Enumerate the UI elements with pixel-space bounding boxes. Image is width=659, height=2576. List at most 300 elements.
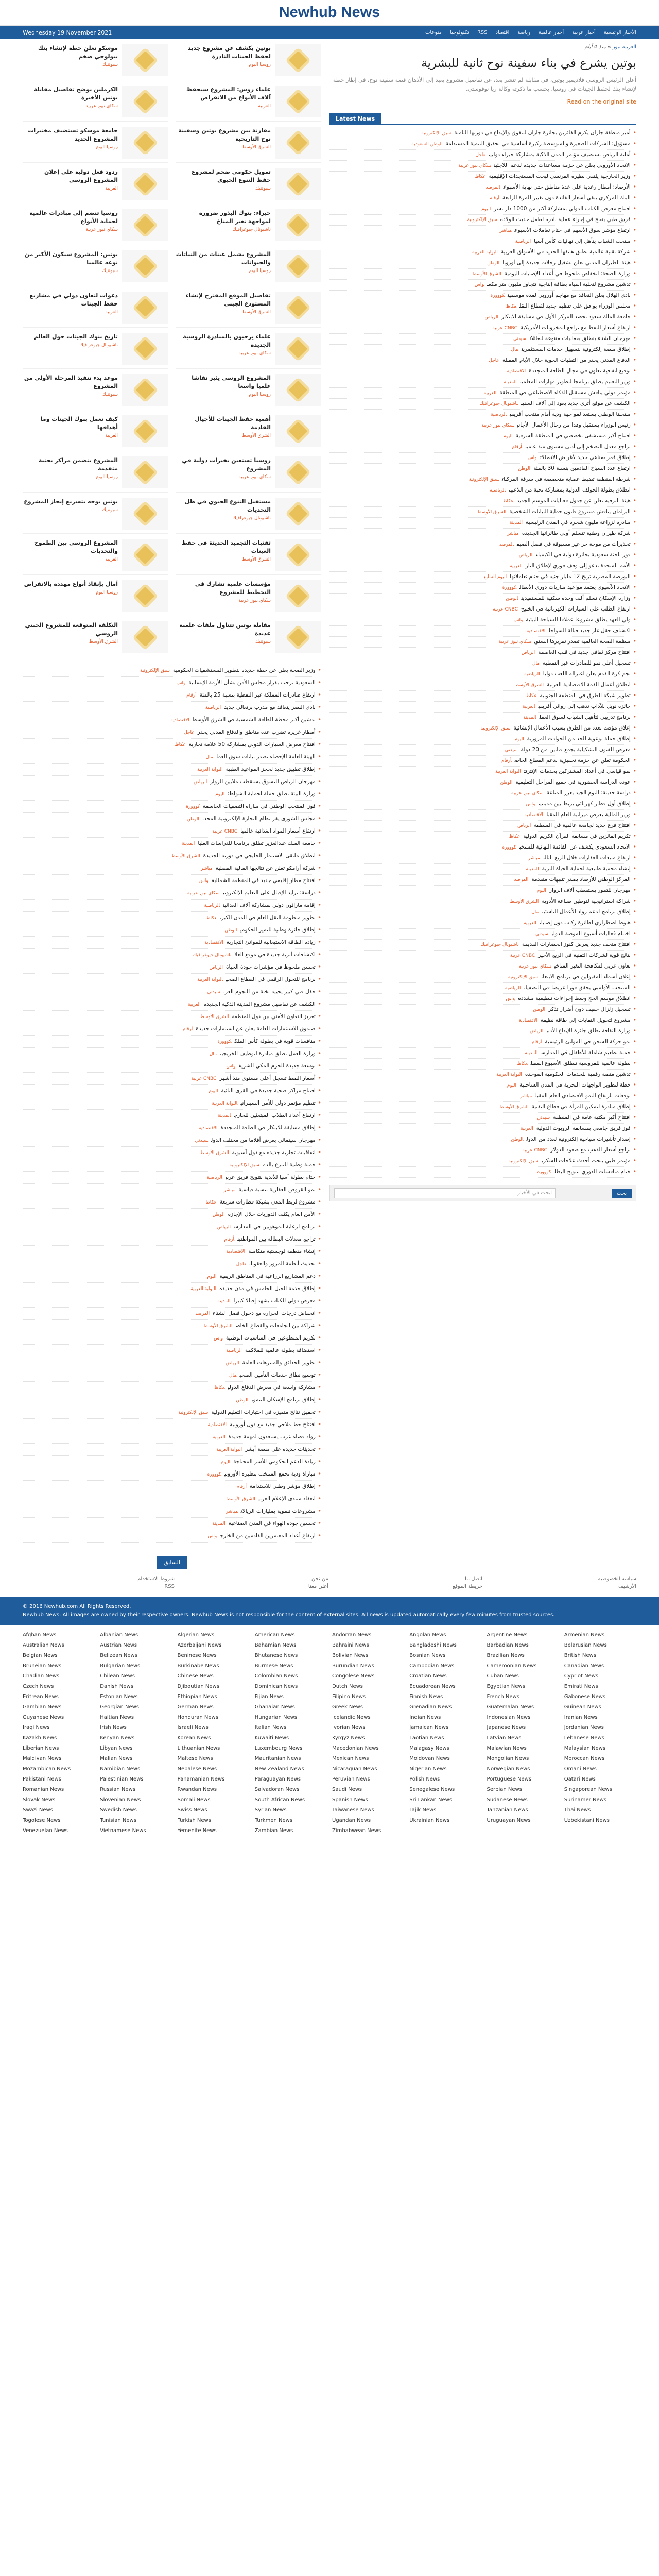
nav-link[interactable]: RSS bbox=[477, 29, 488, 36]
news-title[interactable]: الأمم المتحدة تدعو إلى وقف فوري لإطلاق النار bbox=[525, 563, 631, 569]
news-title[interactable]: الكشف عن تفاصيل مشروع المدينة الذكية الجديدة bbox=[203, 1001, 316, 1007]
country-link[interactable]: Malawian News bbox=[487, 1745, 527, 1751]
footer-link[interactable]: شروط الاستخدام bbox=[137, 1576, 175, 1582]
news-title[interactable]: إعلان أسماء المقبولين في برنامج الابتعاث bbox=[541, 974, 631, 980]
news-source[interactable]: اليوم bbox=[215, 792, 225, 797]
news-title[interactable]: توسعة جديدة للحرم المكي الشريف bbox=[238, 1063, 316, 1069]
news-title[interactable]: انعقاد منتدى الإعلام العربي bbox=[258, 1496, 316, 1502]
news-item[interactable] bbox=[330, 1059, 636, 1070]
news-item[interactable] bbox=[23, 1270, 321, 1283]
news-title[interactable]: مبادرة لزراعة مليون شجرة في المدن الرئيسية bbox=[526, 519, 631, 526]
news-source[interactable]: الرياضية bbox=[491, 412, 507, 417]
news-item[interactable] bbox=[330, 388, 636, 399]
card-source[interactable]: ناشيونال جيوغرافيك bbox=[232, 227, 271, 232]
card-source[interactable]: روسيا اليوم bbox=[249, 62, 271, 67]
news-title[interactable]: الهيئة العامة للإحصاء تصدر بيانات سوق العمل bbox=[216, 754, 316, 760]
news-item[interactable] bbox=[330, 431, 636, 442]
news-title[interactable]: تراجع معدلات البطالة بين المواطنين bbox=[237, 1236, 316, 1242]
news-item[interactable] bbox=[23, 1172, 321, 1184]
news-item[interactable] bbox=[330, 182, 636, 193]
country-link[interactable]: Laotian News bbox=[409, 1735, 444, 1741]
related-card[interactable] bbox=[23, 127, 168, 163]
news-source[interactable]: المرصد bbox=[485, 185, 500, 190]
news-title[interactable]: منتخب الشباب يتأهل إلى نهائيات كأس آسيا bbox=[534, 238, 631, 244]
news-item[interactable] bbox=[330, 972, 636, 983]
news-item[interactable] bbox=[330, 1005, 636, 1015]
news-source[interactable]: سيدتي bbox=[513, 336, 527, 342]
country-link[interactable]: German News bbox=[177, 1704, 214, 1710]
country-link[interactable]: Austrian News bbox=[100, 1642, 137, 1648]
news-item[interactable] bbox=[23, 1357, 321, 1369]
news-title[interactable]: نمو القروض العقارية بنسبة قياسية bbox=[238, 1187, 316, 1193]
news-title[interactable]: وزارة الإسكان تسلم ألف وحدة سكنية للمستفيدين bbox=[521, 595, 631, 601]
footer-link[interactable]: اتصل بنا bbox=[465, 1576, 482, 1582]
news-item[interactable] bbox=[330, 1037, 636, 1048]
card-source[interactable]: سكاي نيوز عربية bbox=[238, 351, 271, 356]
article-thumbnail[interactable] bbox=[275, 580, 321, 612]
related-card[interactable] bbox=[23, 209, 168, 245]
news-source[interactable]: الرياضية bbox=[206, 1175, 223, 1180]
news-source[interactable]: الوطن bbox=[236, 1398, 249, 1403]
news-source[interactable]: الشرق الأوسط bbox=[200, 1150, 229, 1156]
news-title[interactable]: جامعة الملك عبدالعزيز تطلق برنامجا للدراسات العليا bbox=[198, 840, 316, 846]
news-source[interactable]: الرياضية bbox=[226, 1348, 242, 1353]
news-item[interactable] bbox=[23, 813, 321, 825]
news-item[interactable] bbox=[23, 875, 321, 887]
news-item[interactable] bbox=[23, 1505, 321, 1518]
news-source[interactable]: عكاظ bbox=[517, 1061, 528, 1066]
news-source[interactable]: عكاظ bbox=[502, 499, 514, 504]
country-link[interactable]: British News bbox=[564, 1653, 596, 1658]
country-link[interactable]: Djiboutian News bbox=[177, 1684, 219, 1689]
related-card[interactable] bbox=[176, 539, 321, 575]
news-title[interactable]: ارتفاع مؤشر سوق الأسهم في ختام تعاملات الأسبوع bbox=[514, 227, 631, 233]
news-source[interactable]: سيدتي bbox=[535, 931, 549, 937]
news-source[interactable]: واس bbox=[513, 618, 523, 623]
news-title[interactable]: شركة أرامكو تعلن عن نتائجها المالية الفصلية bbox=[215, 865, 316, 871]
article-thumbnail[interactable] bbox=[275, 621, 321, 653]
news-item[interactable] bbox=[330, 810, 636, 821]
country-link[interactable]: Algerian News bbox=[177, 1632, 215, 1638]
news-title[interactable]: مجلس الوزراء يوافق على تنظيم جديد لقطاع النقل bbox=[519, 303, 631, 309]
card-title[interactable]: موعد بدء تنفيذ المرحلة الأولى من المشروع bbox=[24, 375, 118, 389]
news-source[interactable]: ناشيونال جيوغرافيك bbox=[479, 401, 518, 406]
related-card[interactable] bbox=[23, 250, 168, 286]
news-item[interactable] bbox=[330, 723, 636, 734]
country-link[interactable]: Mauritanian News bbox=[254, 1756, 301, 1761]
news-source[interactable]: الوطن bbox=[212, 1212, 225, 1217]
news-source[interactable]: المرصد bbox=[514, 877, 529, 883]
news-source[interactable]: الشرق الأوسط bbox=[510, 899, 539, 904]
news-title[interactable]: شراكة استراتيجية لتوطين صناعة الأدوية bbox=[542, 898, 631, 904]
country-link[interactable]: Cypriot News bbox=[564, 1673, 599, 1679]
card-source[interactable]: العربية bbox=[258, 104, 271, 109]
news-item[interactable] bbox=[23, 1196, 321, 1209]
country-link[interactable]: Lithuanian News bbox=[177, 1745, 220, 1751]
card-title[interactable]: تمويل حكومي ضخم لمشروع حفظ التنوع الحيوي bbox=[191, 168, 271, 183]
news-title[interactable]: عودة الدراسة الحضورية في جميع المراحل التعليمية bbox=[515, 779, 631, 785]
news-title[interactable]: دعم المشاريع الزراعية في المناطق الريفية bbox=[219, 1273, 316, 1279]
news-source[interactable]: مباشر bbox=[507, 531, 519, 536]
country-link[interactable]: American News bbox=[254, 1632, 295, 1638]
country-link[interactable]: Bosnian News bbox=[409, 1653, 446, 1658]
news-title[interactable]: إطلاق تطبيق جديد لحجز المواعيد الطبية bbox=[226, 766, 316, 772]
country-link[interactable]: Polish News bbox=[409, 1776, 440, 1782]
news-source[interactable]: الرياض bbox=[484, 315, 499, 320]
country-link[interactable]: Chadian News bbox=[23, 1673, 60, 1679]
card-title[interactable]: روسيا تستعين بخبرات دولية في المشروع bbox=[182, 457, 271, 472]
footer-link[interactable]: الأرشيف bbox=[618, 1584, 636, 1589]
news-title[interactable]: إطلاق خدمة الجيل الخامس في مدن جديدة bbox=[219, 1285, 316, 1292]
news-title[interactable]: تكريم الفائزين في مسابقة القرآن الكريم الدولية bbox=[523, 833, 631, 839]
news-source[interactable]: العربية bbox=[521, 1126, 533, 1131]
card-title[interactable]: مقارنة بين مشروع بوتين وسفينة نوح التاريخية bbox=[178, 127, 271, 142]
news-item[interactable] bbox=[330, 1134, 636, 1145]
news-item[interactable] bbox=[330, 193, 636, 204]
news-title[interactable]: حفل فني كبير يحييه نخبة من النجوم العرب bbox=[223, 989, 316, 995]
news-title[interactable]: انطلاق أعمال القمة الاقتصادية العربية bbox=[547, 682, 631, 688]
news-title[interactable]: نادي النصر يتعاقد مع مدرب برتغالي جديد bbox=[224, 704, 316, 710]
news-title[interactable]: إطلاق منصة إلكترونية لتسهيل خدمات المستثمرين bbox=[521, 346, 631, 352]
news-item[interactable] bbox=[330, 713, 636, 723]
news-source[interactable]: الاقتصادية bbox=[199, 1126, 218, 1131]
country-link[interactable]: Sudanese News bbox=[487, 1797, 528, 1803]
news-source[interactable]: كووورة bbox=[490, 293, 505, 298]
country-link[interactable]: Ghanaian News bbox=[254, 1704, 295, 1710]
card-source[interactable]: سبوتنيك bbox=[102, 62, 118, 67]
article-thumbnail[interactable] bbox=[275, 498, 321, 530]
card-title[interactable]: بوتين: المشروع سيكون الأكبر من نوعه عالميا bbox=[24, 251, 118, 266]
article-thumbnail[interactable] bbox=[275, 44, 321, 76]
news-source[interactable]: المدينة bbox=[212, 1521, 226, 1527]
news-item[interactable] bbox=[330, 702, 636, 713]
news-item[interactable] bbox=[330, 464, 636, 474]
country-link[interactable]: Brazilian News bbox=[487, 1653, 525, 1658]
article-thumbnail[interactable] bbox=[275, 415, 321, 447]
news-title[interactable]: الاتحاد الآسيوي يعتمد مواعيد مباريات دوري الأبطال bbox=[519, 584, 631, 590]
country-link[interactable]: Bhutanese News bbox=[254, 1653, 298, 1658]
news-title[interactable]: فوز باحثة سعودية بجائزة دولية في الكيمياء bbox=[535, 552, 631, 558]
news-title[interactable]: افتتاح معرض الكتاب الدولي بمشاركة أكثر من 1000 دار نشر bbox=[494, 206, 631, 212]
news-title[interactable]: إطلاق مبادرة لتمكين المرأة في قطاع التقنية bbox=[531, 1104, 631, 1110]
country-link[interactable]: Canadian News bbox=[564, 1663, 604, 1669]
news-title[interactable]: افتتاح فرع جديد لجامعة عالمية في المنطقة bbox=[534, 822, 631, 828]
news-source[interactable]: كووورة bbox=[502, 845, 516, 850]
country-link[interactable]: Slovak News bbox=[23, 1797, 56, 1803]
news-item[interactable] bbox=[330, 907, 636, 918]
news-item[interactable] bbox=[330, 172, 636, 182]
country-link[interactable]: Uruguayan News bbox=[487, 1818, 531, 1823]
news-item[interactable] bbox=[330, 529, 636, 539]
news-item[interactable] bbox=[23, 1246, 321, 1258]
country-link[interactable]: Argentine News bbox=[487, 1632, 528, 1638]
news-item[interactable] bbox=[330, 1167, 636, 1178]
news-source[interactable]: العربية bbox=[510, 564, 523, 569]
news-title[interactable]: افتتاح مطار إقليمي جديد في المنطقة الشمالية bbox=[211, 877, 316, 884]
news-source[interactable]: عاجل bbox=[489, 358, 499, 363]
country-link[interactable]: Ivorian News bbox=[332, 1725, 366, 1731]
related-card[interactable] bbox=[176, 292, 321, 328]
country-link[interactable]: Kazakh News bbox=[23, 1735, 57, 1741]
news-title[interactable]: تراجع أسعار الذهب مع صعود الدولار bbox=[550, 1147, 631, 1153]
news-item[interactable] bbox=[330, 377, 636, 388]
news-item[interactable] bbox=[330, 345, 636, 355]
news-item[interactable] bbox=[23, 702, 321, 714]
country-link[interactable]: Turkish News bbox=[177, 1818, 211, 1823]
country-link[interactable]: Salvadoran News bbox=[254, 1787, 300, 1792]
news-item[interactable] bbox=[23, 1221, 321, 1233]
country-link[interactable]: Kenyan News bbox=[100, 1735, 135, 1741]
news-title[interactable]: تحديث أنظمة المرور والعقوبات bbox=[249, 1261, 316, 1267]
news-source[interactable]: أرقام bbox=[182, 1027, 193, 1032]
news-title[interactable]: ختام منافسات الدوري بتتويج البطل bbox=[554, 1168, 631, 1175]
news-source[interactable]: المدينة bbox=[523, 715, 536, 720]
news-title[interactable]: أمير منطقة جازان يكرم الفائزين بجائزة جازان للتفوق والإبداع في دورتها الثامنة bbox=[454, 130, 631, 136]
news-item[interactable] bbox=[330, 572, 636, 583]
search-button[interactable]: بحث bbox=[612, 1189, 632, 1198]
news-item[interactable] bbox=[330, 832, 636, 842]
news-title[interactable]: نجم كرة القدم يعلن اعتزاله اللعب دوليا bbox=[543, 671, 631, 677]
news-item[interactable] bbox=[23, 1382, 321, 1394]
news-source[interactable]: البوابة العربية bbox=[190, 1286, 217, 1292]
news-item[interactable] bbox=[330, 204, 636, 215]
article-thumbnail[interactable] bbox=[275, 539, 321, 571]
nav-link[interactable]: أخبار عالمية bbox=[538, 29, 564, 36]
article-thumbnail[interactable] bbox=[122, 292, 168, 324]
news-item[interactable] bbox=[330, 139, 636, 150]
country-link[interactable]: Burundian News bbox=[332, 1663, 374, 1669]
news-source[interactable]: الرياض bbox=[217, 1225, 231, 1230]
news-title[interactable]: برنامج تدريبي لتأهيل الشباب لسوق العمل bbox=[539, 714, 631, 720]
card-source[interactable]: الشرق الأوسط bbox=[241, 557, 271, 562]
news-source[interactable]: الرياض bbox=[193, 779, 207, 785]
country-link[interactable]: Panamanian News bbox=[177, 1776, 225, 1782]
news-item[interactable] bbox=[330, 853, 636, 864]
news-title[interactable]: ارتفاع عدد السياح القادمين بنسبة 30 بالمئة bbox=[533, 465, 631, 471]
related-card[interactable] bbox=[23, 539, 168, 575]
news-title[interactable]: افتتاح أكبر مستشفى تخصصي في المنطقة الشرقية bbox=[515, 433, 631, 439]
country-link[interactable]: Iranian News bbox=[564, 1715, 598, 1720]
news-source[interactable]: عكاظ bbox=[205, 1200, 217, 1205]
country-link[interactable]: Dominican News bbox=[254, 1684, 298, 1689]
news-item[interactable] bbox=[330, 994, 636, 1005]
news-source[interactable]: كووورة bbox=[207, 1472, 221, 1477]
country-link[interactable]: Ethiopian News bbox=[177, 1694, 217, 1700]
news-title[interactable]: اختتام فعاليات أسبوع الموضة الدولي bbox=[551, 930, 631, 937]
card-title[interactable]: دعوات لتعاون دولي في مشاريع حفظ الجينات bbox=[29, 292, 118, 307]
news-item[interactable] bbox=[330, 669, 636, 680]
news-source[interactable]: الوطن bbox=[224, 928, 237, 933]
news-source[interactable]: البوابة العربية bbox=[212, 1101, 238, 1106]
news-item[interactable] bbox=[23, 1159, 321, 1172]
news-item[interactable] bbox=[330, 399, 636, 410]
news-source[interactable]: الشرق الأوسط bbox=[477, 510, 507, 515]
news-source[interactable]: المدينة bbox=[509, 520, 523, 526]
news-title[interactable]: ارتفاع الطلب على السيارات الكهربائية في الخليج bbox=[521, 606, 631, 612]
news-source[interactable]: سكاي نيوز عربية bbox=[481, 423, 514, 428]
card-source[interactable]: العربية bbox=[105, 433, 118, 438]
country-link[interactable]: Finnish News bbox=[409, 1694, 443, 1700]
country-link[interactable]: Nepalese News bbox=[177, 1766, 217, 1772]
news-item[interactable] bbox=[23, 764, 321, 776]
news-source[interactable]: اليوم السابع bbox=[483, 574, 507, 580]
news-source[interactable]: الرياض bbox=[518, 553, 533, 558]
news-source[interactable]: واس bbox=[214, 1336, 223, 1341]
news-title[interactable]: أسعار النفط تسجل أعلى مستوى منذ أشهر bbox=[219, 1075, 316, 1081]
news-item[interactable] bbox=[23, 937, 321, 949]
related-card[interactable] bbox=[23, 86, 168, 122]
article-thumbnail[interactable] bbox=[122, 415, 168, 447]
news-title[interactable]: تنظيم مؤتمر دولي للأمن السيبراني bbox=[240, 1100, 316, 1106]
news-source[interactable]: العربية bbox=[524, 921, 536, 926]
news-title[interactable]: اكتشاف حقل غاز جديد قبالة السواحل bbox=[548, 628, 631, 634]
country-link[interactable]: Guatemalan News bbox=[487, 1704, 534, 1710]
news-item[interactable] bbox=[330, 594, 636, 604]
news-title[interactable]: إطلاق برنامج لدعم رواد الأعمال الناشئين bbox=[542, 909, 631, 915]
news-title[interactable]: وزير التعليم يطلق برنامجا لتطوير مهارات المعلمين bbox=[519, 379, 631, 385]
news-source[interactable]: CNBC عربية bbox=[212, 829, 238, 834]
card-source[interactable]: سبوتنيك bbox=[255, 639, 271, 645]
news-source[interactable]: ناشيونال جيوغرافيك bbox=[193, 953, 232, 958]
news-title[interactable]: إطلاق قمر صناعي جديد لأغراض الاتصالات bbox=[540, 454, 631, 461]
country-link[interactable]: Bolivian News bbox=[332, 1653, 368, 1658]
news-item[interactable] bbox=[330, 1026, 636, 1037]
news-source[interactable]: البوابة العربية bbox=[197, 977, 223, 982]
news-title[interactable]: تحقيق نتائج متميزة في اختبارات التعليم الدولية bbox=[211, 1409, 316, 1415]
country-link[interactable]: Fijian News bbox=[254, 1694, 284, 1700]
news-item[interactable] bbox=[330, 215, 636, 226]
country-link[interactable]: Maldivan News bbox=[23, 1756, 62, 1761]
news-title[interactable]: انخفاض درجات الحرارة مع دخول فصل الشتاء bbox=[213, 1310, 316, 1316]
news-item[interactable] bbox=[23, 1209, 321, 1221]
news-source[interactable]: الرياض bbox=[521, 650, 535, 655]
news-source[interactable]: اليوم bbox=[209, 1089, 218, 1094]
news-item[interactable] bbox=[330, 951, 636, 961]
card-source[interactable]: العربية bbox=[105, 186, 118, 191]
news-item[interactable] bbox=[330, 875, 636, 886]
footer-link[interactable]: RSS bbox=[164, 1584, 175, 1589]
news-title[interactable]: أمطار غزيرة تضرب عدة مناطق والدفاع المدني يحذر bbox=[197, 729, 316, 735]
news-source[interactable]: العربية bbox=[212, 1435, 226, 1440]
country-link[interactable]: Nigerian News bbox=[409, 1766, 447, 1772]
news-item[interactable] bbox=[330, 236, 636, 247]
country-link[interactable]: Togolese News bbox=[23, 1818, 61, 1823]
news-item[interactable] bbox=[330, 961, 636, 972]
country-link[interactable]: Peruvian News bbox=[332, 1776, 370, 1782]
news-title[interactable]: نادي الهلال يعلن التعاقد مع مهاجم أوروبي لمدة موسمين bbox=[507, 292, 631, 298]
news-item[interactable] bbox=[330, 150, 636, 161]
news-source[interactable]: عكاظ bbox=[175, 742, 186, 748]
news-title[interactable]: وزارة الثقافة تطلق جائزة للإبداع الأدبي bbox=[546, 1028, 631, 1034]
country-link[interactable]: Moldovan News bbox=[409, 1756, 450, 1761]
news-source[interactable]: أرقام bbox=[512, 445, 523, 450]
news-title[interactable]: تعاون عربي لمكافحة التغير المناخي bbox=[554, 963, 631, 969]
news-source[interactable]: مباشر bbox=[223, 1188, 236, 1193]
country-link[interactable]: Czech News bbox=[23, 1684, 54, 1689]
news-item[interactable] bbox=[330, 1048, 636, 1059]
news-title[interactable]: تحذيرات من موجة حر غير مسبوقة في فصل الصيف bbox=[517, 541, 631, 547]
country-link[interactable]: Tanzanian News bbox=[487, 1807, 528, 1813]
news-item[interactable] bbox=[330, 626, 636, 637]
article-thumbnail[interactable] bbox=[122, 539, 168, 571]
card-title[interactable]: علماء يرحبون بالمبادرة الروسية الجديدة bbox=[183, 333, 271, 348]
news-title[interactable]: هيئة الترفيه تعلن عن جدول فعاليات الموسم الجديد bbox=[516, 498, 631, 504]
news-title[interactable]: هيئة الطيران المدني تعلن تشغيل رحلات جديدة إلى أوروبا bbox=[502, 260, 631, 266]
news-title[interactable]: إصدار تأشيرات سياحية إلكترونية لعدد من الدول bbox=[526, 1136, 631, 1142]
news-title[interactable]: تكريم المتطوعين في المناسبات الوطنية bbox=[226, 1335, 316, 1341]
news-source[interactable]: الوطن bbox=[511, 1137, 524, 1142]
country-link[interactable]: Mozambican News bbox=[23, 1766, 71, 1772]
news-item[interactable] bbox=[23, 1394, 321, 1406]
related-card[interactable] bbox=[176, 44, 321, 80]
related-card[interactable] bbox=[176, 250, 321, 286]
news-title[interactable]: شرطة المنطقة تضبط عصابة متخصصة في سرقة المركبات bbox=[501, 476, 631, 482]
news-title[interactable]: مشروع لربط المدن بشبكة قطارات سريعة bbox=[219, 1199, 316, 1205]
news-title[interactable]: وزارة العمل تطلق مبادرة لتوظيف الخريجين bbox=[220, 1050, 316, 1057]
nav-link[interactable]: تكنولوجيا bbox=[449, 29, 469, 36]
related-card[interactable] bbox=[176, 498, 321, 534]
news-item[interactable] bbox=[330, 756, 636, 767]
nav-link[interactable]: منوعات bbox=[425, 29, 442, 36]
news-source[interactable]: عكاظ bbox=[526, 693, 537, 699]
news-item[interactable] bbox=[23, 726, 321, 739]
news-source[interactable]: سبق الإلكترونية bbox=[508, 1159, 539, 1164]
news-source[interactable]: الشرق الأوسط bbox=[203, 1324, 233, 1329]
news-source[interactable]: الوطن السعودية bbox=[411, 142, 443, 147]
news-source[interactable]: كووورة bbox=[217, 1039, 232, 1044]
news-item[interactable] bbox=[23, 887, 321, 900]
news-item[interactable] bbox=[330, 128, 636, 139]
news-source[interactable]: البوابة العربية bbox=[216, 1447, 242, 1452]
country-link[interactable]: Guyanese News bbox=[23, 1715, 64, 1720]
news-item[interactable] bbox=[330, 518, 636, 529]
news-source[interactable]: أرقام bbox=[186, 693, 197, 698]
card-source[interactable]: الشرق الأوسط bbox=[89, 639, 118, 645]
country-link[interactable]: Egyptian News bbox=[487, 1684, 525, 1689]
card-title[interactable]: الكرملين يوضح تفاصيل مقابلة بوتين الأخيرة bbox=[33, 86, 118, 101]
news-title[interactable]: الأمن العام يكثف الدوريات خلال الإجازة bbox=[228, 1211, 316, 1217]
article-thumbnail[interactable] bbox=[275, 86, 321, 117]
country-link[interactable]: Bahamian News bbox=[254, 1642, 297, 1648]
related-card[interactable] bbox=[23, 580, 168, 616]
news-source[interactable]: عكاظ bbox=[475, 174, 486, 179]
news-title[interactable]: هبوط اضطراري لطائرة ركاب دون إصابات bbox=[539, 920, 631, 926]
news-item[interactable] bbox=[330, 280, 636, 291]
news-source[interactable]: الرياض bbox=[530, 1029, 544, 1034]
related-card[interactable] bbox=[23, 44, 168, 80]
news-source[interactable]: مباشر bbox=[528, 856, 541, 861]
news-item[interactable] bbox=[23, 1097, 321, 1110]
news-source[interactable]: مباشر bbox=[520, 1094, 532, 1099]
country-link[interactable]: Haitian News bbox=[100, 1715, 134, 1720]
country-link[interactable]: Macedonian News bbox=[332, 1745, 379, 1751]
card-source[interactable]: روسيا اليوم bbox=[96, 590, 118, 595]
country-link[interactable]: Palestinian News bbox=[100, 1776, 144, 1782]
news-item[interactable] bbox=[23, 1493, 321, 1505]
article-thumbnail[interactable] bbox=[275, 292, 321, 324]
card-title[interactable]: كيف تعمل بنوك الجينات وما أهدافها bbox=[40, 416, 118, 431]
news-title[interactable]: برنامج للتحول الرقمي في القطاع الصحي bbox=[226, 976, 316, 982]
news-title[interactable]: خطة لتطوير الواجهات البحرية في المدن الساحلية bbox=[519, 1082, 631, 1088]
news-title[interactable]: ارتفاع أعداد الطلاب المبتعثين للخارج bbox=[234, 1112, 316, 1118]
country-link[interactable]: Kuwaiti News bbox=[254, 1735, 289, 1741]
country-link[interactable]: Liberian News bbox=[23, 1745, 59, 1751]
news-title[interactable]: نتائج قوية لشركات التقنية في الربع الأخير bbox=[538, 952, 631, 958]
news-item[interactable] bbox=[330, 301, 636, 312]
country-link[interactable]: Tunisian News bbox=[100, 1818, 136, 1823]
news-item[interactable] bbox=[330, 604, 636, 615]
card-source[interactable]: سكاي نيوز عربية bbox=[85, 104, 118, 109]
